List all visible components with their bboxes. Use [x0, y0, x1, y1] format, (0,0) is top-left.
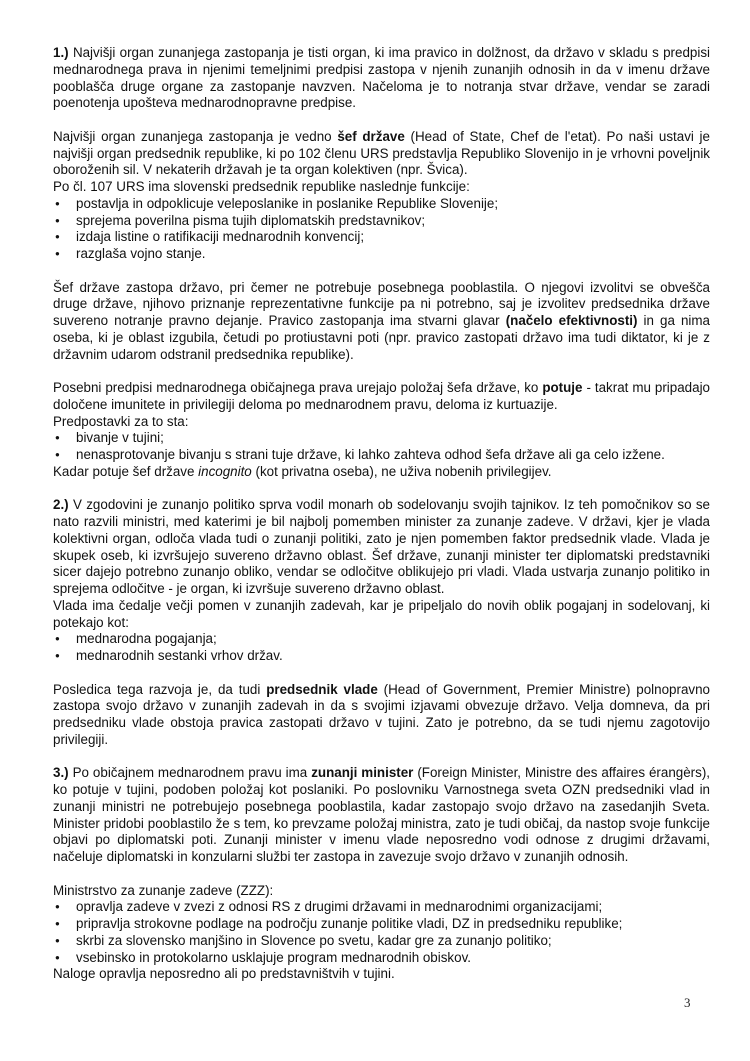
prime-minister-paragraph: Posledica tega razvoja je, da tudi predsednik vlade (Head of Government, Premier Ministre) polnopravno zastopa svojo državo v zunanjih zadevah in da s svojimi izjavami obvezuje državo. Velja domneva, da pri predsedniku vlade obstoja pravica zastopati državo v tujini. Zato je potrebno, da se tudi njemu zagotovijo privilegiji.: [53, 681, 710, 747]
list-item: ● opravlja zadeve v zvezi z odnosi RS z drugimi državami in mednarodnimi organizacijami;: [53, 899, 710, 916]
list-item: ● skrbi za slovensko manjšino in Slovence po svetu, kadar gre za zunanjo politiko;: [53, 933, 710, 950]
list-item: ● pripravlja strokovne podlage na področju zunanje politike vladi, DZ in predsedniku republike;: [53, 916, 710, 933]
list-item: ● postavlja in odpoklicuje veleposlanike in poslanike Republike Slovenije;: [53, 196, 710, 213]
bold-term: šef države: [337, 128, 405, 144]
section-number: 1.): [53, 45, 69, 60]
functions-intro: Po čl. 107 URS ima slovenski predsednik republike naslednje funkcije:: [53, 179, 470, 194]
section-number: 3.): [53, 765, 69, 781]
document-page: [53, 45, 710, 983]
bold-term: zunanji minister: [311, 765, 414, 781]
section-3-intro: 3.) Po običajnem mednarodnem pravu ima zunanji minister (Foreign Minister, Ministre des affaires érangèrs), ko potuje v tujini, podoben položaj kot poslaniki. Po poslovniku Varnostnega sveta OZN predsedniki vlad in zunanji ministri ne potrebujejo posebnega pooblastila, kadar zastopajo svojo državo na zasedanjih Sveta. Minister pridobi pooblastilo že s tem, ko prevzame položaj ministra, zato je tudi običaj, da nastop svoje funkcije objavi po diplomatski poti. Zunanji minister v imenu vlade neposredno vodi odnose z drugimi državami, načeluje diplomatski in konzularni službi ter zastopa in zavezuje svojo državo v zunanjih odnosih.: [53, 765, 711, 864]
ministry-tasks-list: [53, 899, 710, 966]
page-number: 3: [684, 995, 691, 1010]
list-item: ● vsebinsko in protokolarno usklajuje program mednarodnih obiskov.: [53, 950, 710, 967]
representation-paragraph: Šef države zastopa državo, pri čemer ne potrebuje posebnega pooblastila. O njegovi izvolitvi se obvešča druge države, njihovo priznanje reprezentativne funkcije pa ni potrebno, saj je izvolitev predsednika države suvereno notranje pravno dejanje. Pravico zastopanja ima stvarni glavar (načelo efektivnosti) in ga nima oseba, ki je oblast izgubila, četudi po protiustavni poti (npr. pravico zastopati državo ima tudi diktator, ki je z državnim udarom odstranil predsednika republike).: [53, 279, 710, 362]
list-item: ● izdaja listine o ratifikaciji mednarodnih konvencij;: [53, 229, 710, 246]
italic-term: incognito: [198, 463, 252, 479]
section-2-intro: 2.) V zgodovini je zunanjo politiko sprva vodil monarh ob sodelovanju svojih tajnikov. Iz teh pomočnikov so se nato razvili ministri, med katerimi je bil najbolj pomemben minister za zunanje zadeve. V državi, kjer je vlada kolektivni organ, odloča vlada tudi o zunanji politiki, zato je njen pomemben faktor predsednik vlade. Vlada je skupek oseb, ki izvršujejo suvereno državno oblast. Šef države, zunanji minister ter diplomatski predstavniki sicer dajejo potrebno zunanjo obliko, vendar se odločitve oblikujejo pri vladi. Vlada ustvarja zunanjo politiko in sprejema odločitve - je organ, ki izvršuje suvereno državno oblast.: [53, 497, 710, 596]
government-paragraph: Vlada ima čedalje večji pomen v zunanjih zadevah, kar je pripeljalo do novih oblik pogajanj in sodelovanj, ki potekajo kot:: [53, 597, 710, 630]
list-item: ● razglaša vojno stanje.: [53, 246, 710, 263]
president-functions-list: [53, 196, 710, 263]
section-number: 2.): [53, 497, 69, 513]
bold-term: (načelo efektivnosti): [505, 313, 638, 328]
conditions-intro: Predpostavki za to sta:: [53, 413, 189, 429]
bold-term: potuje: [542, 380, 583, 395]
head-of-state-paragraph: Najvišji organ zunanjega zastopanja je vedno šef države (Head of State, Chef de l'etat). Po naši ustavi je najvišji organ predsednik republike, ki po 102 členu URS predstavlja Republiko Slovenijo in je vrhovni poveljnik oboroženih sil. V nekaterih državah je ta organ kolektiven (npr. Švica).: [53, 128, 710, 178]
list-item: ● mednarodna pogajanja;: [53, 631, 710, 648]
ministry-heading: Ministrstvo za zunanje zadeve (ZZZ):: [53, 882, 274, 898]
incognito-paragraph: Kadar potuje šef države incognito (kot privatna oseba), ne uživa nobenih privilegijev.: [53, 463, 552, 479]
travel-paragraph: Posebni predpisi mednarodnega običajnega prava urejajo položaj šefa države, ko potuje - takrat mu pripadajo določene imunitete in privilegiji deloma po mednarodnem pravu, deloma iz kurtuazije.: [53, 380, 710, 412]
list-item: ● mednarodnih sestanki vrhov držav.: [53, 648, 710, 665]
list-item: ● sprejema poverilna pisma tujih diplomatskih predstavnikov;: [53, 213, 710, 230]
list-item: ● bivanje v tujini;: [53, 430, 710, 447]
list-item: ● nenasprotovanje bivanju s strani tuje države, ki lahko zahteva odhod šefa države ali ga celo izžene.: [53, 447, 710, 464]
ministry-closing: Naloge opravlja neposredno ali po predstavništvih v tujini.: [53, 966, 395, 982]
bold-term: predsednik vlade: [266, 681, 378, 697]
section-1-intro: 1.) Najvišji organ zunanjega zastopanja je tisti organ, ki ima pravico in dolžnost, da državo v skladu s predpisi mednarodnega prava in njenimi temeljnimi predpisi zastopa v njenih zunanjih odnosih in da v imenu države pooblašča druge organe za zastopanje navzven. Načeloma je to notranja stvar države, vendar se zaradi poenotenja upošteva mednarodnopravne predpise.: [53, 45, 710, 111]
conditions-list: [53, 430, 710, 464]
cooperation-forms-list: [53, 631, 710, 665]
